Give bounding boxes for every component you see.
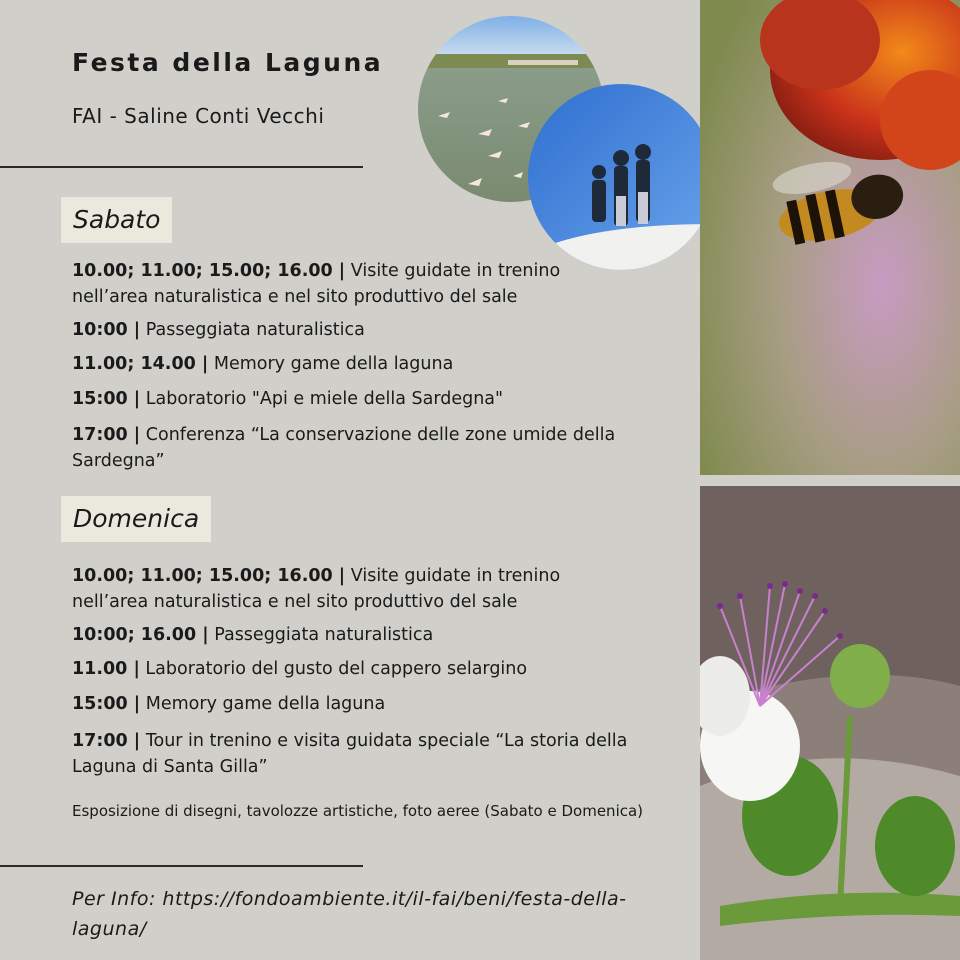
event-time: 11.00; 14.00 | bbox=[72, 354, 209, 374]
caper-flower-image bbox=[700, 486, 960, 960]
saturday-heading: Sabato bbox=[61, 197, 172, 243]
bee-flower-image bbox=[700, 0, 960, 475]
event-text: Tour in trenino e visita guidata speciale “La storia della Laguna di Santa Gilla” bbox=[72, 731, 628, 777]
poster-subtitle: FAI - Saline Conti Vecchi bbox=[72, 104, 325, 128]
event-text: Laboratorio del gusto del cappero selargino bbox=[139, 659, 528, 679]
sunday-event-4 bbox=[72, 691, 632, 717]
saturday-event-4 bbox=[72, 386, 632, 412]
sunday-heading: Domenica bbox=[61, 496, 211, 542]
event-text: Passeggiata naturalistica bbox=[208, 625, 434, 645]
event-time: 10:00 | bbox=[72, 320, 141, 340]
children-salt-photo bbox=[528, 84, 714, 270]
event-time: 15:00 | bbox=[72, 389, 141, 409]
sunday-event-5 bbox=[72, 728, 632, 780]
info-link[interactable]: Per Info: https://fondoambiente.it/il-fai/beni/festa-della-laguna/ bbox=[72, 888, 627, 940]
bee-flower-photo bbox=[700, 0, 960, 475]
divider-top bbox=[0, 166, 363, 168]
event-time: 10.00; 11.00; 15.00; 16.00 | bbox=[72, 566, 346, 586]
event-time: 10:00; 16.00 | bbox=[72, 625, 209, 645]
event-text: Memory game della laguna bbox=[208, 354, 454, 374]
event-time: 10.00; 11.00; 15.00; 16.00 | bbox=[72, 261, 346, 281]
sunday-event-2 bbox=[72, 622, 632, 648]
divider-bottom bbox=[0, 865, 363, 867]
saturday-event-2 bbox=[72, 317, 632, 343]
saturday-event-3 bbox=[72, 351, 632, 377]
event-time: 17:00 | bbox=[72, 731, 141, 751]
caper-flower-photo bbox=[700, 486, 960, 960]
event-text: Conferenza “La conservazione delle zone umide della Sardegna” bbox=[72, 425, 616, 471]
sunday-event-3 bbox=[72, 656, 632, 682]
event-text: Visite guidate in trenino nell’area naturalistica e nel sito produttivo del sale bbox=[72, 261, 561, 307]
exhibition-note: Esposizione di disegni, tavolozze artistiche, foto aeree (Sabato e Domenica) bbox=[72, 802, 644, 820]
children-salt-image bbox=[528, 84, 714, 270]
event-text: Visite guidate in trenino nell’area naturalistica e nel sito produttivo del sale bbox=[72, 566, 561, 612]
saturday-event-5 bbox=[72, 422, 632, 474]
event-time: 15:00 | bbox=[72, 694, 141, 714]
event-text: Laboratorio "Api e miele della Sardegna" bbox=[140, 389, 504, 409]
sunday-event-1 bbox=[72, 563, 632, 615]
event-text: Memory game della laguna bbox=[140, 694, 386, 714]
event-text: Passeggiata naturalistica bbox=[140, 320, 365, 340]
event-time: 17:00 | bbox=[72, 425, 141, 445]
event-time: 11.00 | bbox=[72, 659, 140, 679]
saturday-event-1 bbox=[72, 258, 632, 310]
poster-title: Festa della Laguna bbox=[72, 48, 384, 77]
